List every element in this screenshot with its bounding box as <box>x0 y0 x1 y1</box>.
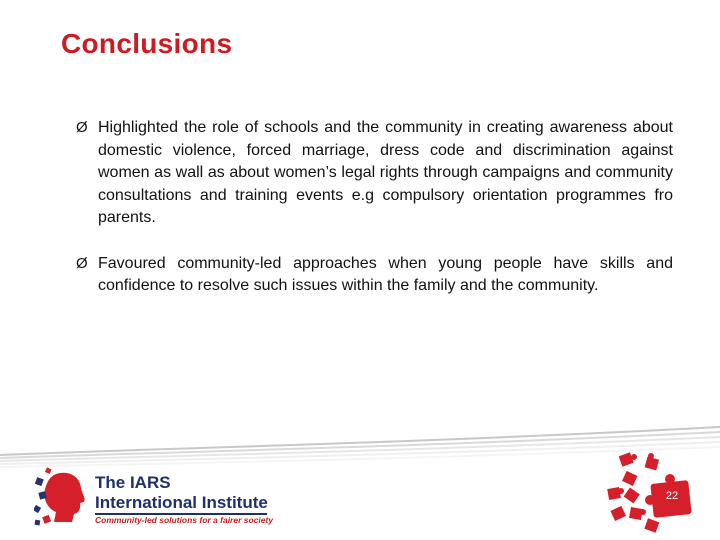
iars-logo <box>34 466 274 528</box>
logo-tagline: Community-led solutions for a fairer society <box>95 515 274 525</box>
page-number: 22 <box>665 490 679 502</box>
arrow-bullet-icon: Ø <box>76 254 88 272</box>
arrow-bullet-icon: Ø <box>76 119 88 136</box>
logo-title-line1: The IARS <box>95 473 171 492</box>
bullet-item <box>76 117 673 230</box>
bullet-text: Favoured community-led approaches when young people have skills and confidence to resolve such issues within the family and the community. <box>98 254 673 294</box>
bullet-list <box>76 117 673 298</box>
slide-title: Conclusions <box>61 28 233 59</box>
bullet-item <box>76 253 673 298</box>
logo-title-line2: International Institute <box>95 493 268 512</box>
head-puzzle-icon <box>34 466 94 528</box>
bullet-text: Highlighted the role of schools and the community in creating awareness about domestic violence, forced marriage, dress code and discrimination against women as wall as about women’s legal rights through campaigns and community consultations and training events e.g compulsory orientation programmes fro parents. <box>98 119 673 226</box>
